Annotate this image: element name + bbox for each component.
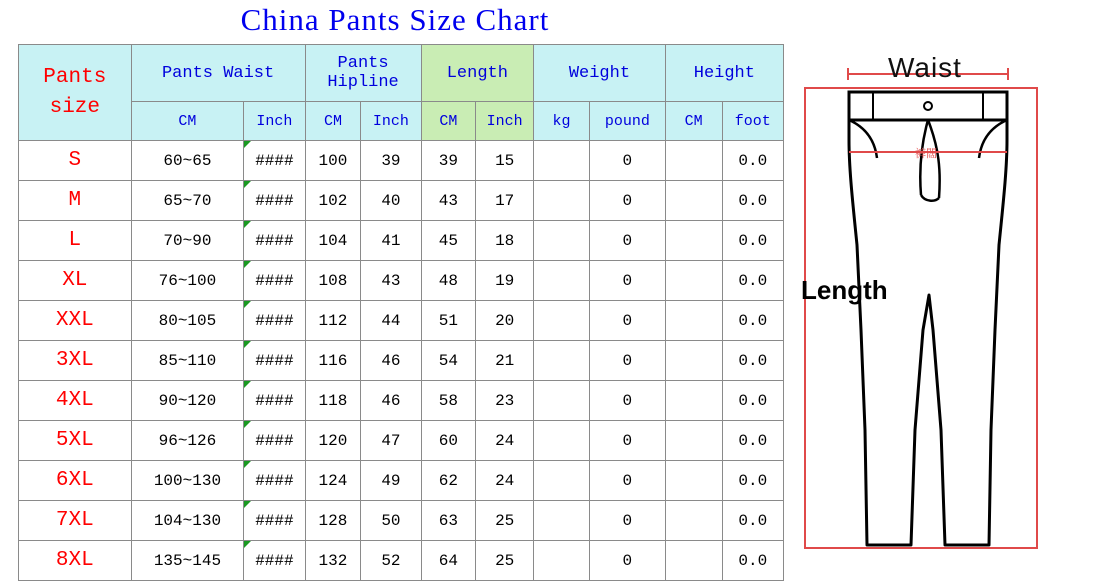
- group-header-height: Height: [665, 45, 783, 102]
- cell-waist-cm: 60~65: [131, 141, 244, 181]
- cell-height-foot: 0.0: [722, 221, 783, 261]
- cell-weight-kg: [534, 341, 590, 381]
- cell-height-foot: 0.0: [722, 501, 783, 541]
- cell-waist-cm: 70~90: [131, 221, 244, 261]
- cell-waist-cm: 96~126: [131, 421, 244, 461]
- cell-waist-inch: ####: [244, 501, 305, 541]
- cell-waist-cm: 76~100: [131, 261, 244, 301]
- cell-height-foot: 0.0: [722, 141, 783, 181]
- cell-length-cm: 60: [421, 421, 476, 461]
- cell-weight-kg: [534, 381, 590, 421]
- cell-weight-pound: 0: [589, 221, 665, 261]
- cell-length-inch: 20: [476, 301, 534, 341]
- cell-weight-pound: 0: [589, 341, 665, 381]
- cell-hip-cm: 104: [305, 221, 361, 261]
- cell-length-cm: 48: [421, 261, 476, 301]
- unit-header-weight-pound: pound: [589, 102, 665, 141]
- cell-hip-inch: 44: [361, 301, 421, 341]
- cell-height-cm: [665, 501, 722, 541]
- cell-size: XL: [19, 261, 132, 301]
- cell-hip-cm: 132: [305, 541, 361, 581]
- cell-hip-inch: 39: [361, 141, 421, 181]
- cell-hip-cm: 116: [305, 341, 361, 381]
- cell-hip-cm: 128: [305, 501, 361, 541]
- cell-hip-inch: 40: [361, 181, 421, 221]
- cell-waist-inch: ####: [244, 261, 305, 301]
- cell-length-cm: 58: [421, 381, 476, 421]
- table-row: [19, 341, 784, 381]
- cell-size: S: [19, 141, 132, 181]
- length-label: Length: [801, 275, 888, 305]
- cell-hip-cm: 118: [305, 381, 361, 421]
- cell-height-cm: [665, 221, 722, 261]
- cell-waist-cm: 85~110: [131, 341, 244, 381]
- cell-hip-inch: 46: [361, 381, 421, 421]
- cell-weight-pound: 0: [589, 421, 665, 461]
- cell-waist-inch: ####: [244, 301, 305, 341]
- group-header-weight: Weight: [534, 45, 666, 102]
- cell-weight-kg: [534, 541, 590, 581]
- cell-hip-cm: 100: [305, 141, 361, 181]
- table-row: [19, 501, 784, 541]
- cell-size: 4XL: [19, 381, 132, 421]
- unit-header-hip-inch: Inch: [361, 102, 421, 141]
- unit-header-length-cm: CM: [421, 102, 476, 141]
- cell-waist-cm: 104~130: [131, 501, 244, 541]
- cell-size: 5XL: [19, 421, 132, 461]
- cell-length-inch: 25: [476, 541, 534, 581]
- cell-waist-inch: ####: [244, 221, 305, 261]
- cell-hip-inch: 43: [361, 261, 421, 301]
- cell-height-foot: 0.0: [722, 461, 783, 501]
- cell-size: 3XL: [19, 341, 132, 381]
- cell-waist-inch: ####: [244, 341, 305, 381]
- cell-length-cm: 51: [421, 301, 476, 341]
- cell-weight-pound: 0: [589, 261, 665, 301]
- cell-weight-pound: 0: [589, 141, 665, 181]
- cell-waist-cm: 80~105: [131, 301, 244, 341]
- unit-header-weight-kg: kg: [534, 102, 590, 141]
- cell-hip-inch: 50: [361, 501, 421, 541]
- table-row: [19, 381, 784, 421]
- unit-header-waist-inch: Inch: [244, 102, 305, 141]
- cell-size: 7XL: [19, 501, 132, 541]
- cell-waist-cm: 65~70: [131, 181, 244, 221]
- cell-height-foot: 0.0: [722, 261, 783, 301]
- cell-weight-kg: [534, 301, 590, 341]
- cell-hip-cm: 124: [305, 461, 361, 501]
- cell-height-cm: [665, 301, 722, 341]
- cell-length-inch: 24: [476, 421, 534, 461]
- cell-waist-cm: 100~130: [131, 461, 244, 501]
- table-row: [19, 261, 784, 301]
- cell-height-cm: [665, 461, 722, 501]
- cell-length-inch: 23: [476, 381, 534, 421]
- corner-header-line1: Pants: [43, 65, 107, 89]
- cell-waist-inch: ####: [244, 421, 305, 461]
- cell-length-cm: 45: [421, 221, 476, 261]
- cell-height-cm: [665, 381, 722, 421]
- cell-weight-kg: [534, 501, 590, 541]
- cell-height-cm: [665, 141, 722, 181]
- cell-weight-pound: 0: [589, 501, 665, 541]
- cell-height-foot: 0.0: [722, 421, 783, 461]
- cell-length-inch: 25: [476, 501, 534, 541]
- cell-length-cm: 63: [421, 501, 476, 541]
- cell-hip-inch: 52: [361, 541, 421, 581]
- cell-size: 8XL: [19, 541, 132, 581]
- cell-waist-inch: ####: [244, 541, 305, 581]
- cell-waist-inch: ####: [244, 381, 305, 421]
- hip-measure-label: 裤闊: [915, 148, 937, 160]
- cell-weight-pound: 0: [589, 541, 665, 581]
- cell-height-cm: [665, 261, 722, 301]
- size-chart-container: [18, 44, 784, 581]
- cell-waist-inch: ####: [244, 181, 305, 221]
- cell-size: M: [19, 181, 132, 221]
- cell-height-foot: 0.0: [722, 341, 783, 381]
- cell-length-inch: 15: [476, 141, 534, 181]
- cell-hip-cm: 112: [305, 301, 361, 341]
- cell-height-foot: 0.0: [722, 301, 783, 341]
- cell-length-cm: 62: [421, 461, 476, 501]
- cell-length-cm: 39: [421, 141, 476, 181]
- cell-height-cm: [665, 341, 722, 381]
- cell-weight-kg: [534, 141, 590, 181]
- unit-header-length-inch: Inch: [476, 102, 534, 141]
- cell-weight-kg: [534, 221, 590, 261]
- group-header-pants-hipline: Pants Hipline: [305, 45, 421, 102]
- unit-header-height-foot: foot: [722, 102, 783, 141]
- cell-weight-kg: [534, 421, 590, 461]
- cell-weight-pound: 0: [589, 301, 665, 341]
- group-header-pants-waist: Pants Waist: [131, 45, 305, 102]
- cell-weight-pound: 0: [589, 181, 665, 221]
- cell-size: 6XL: [19, 461, 132, 501]
- cell-length-cm: 54: [421, 341, 476, 381]
- cell-length-inch: 21: [476, 341, 534, 381]
- unit-header-hip-cm: CM: [305, 102, 361, 141]
- cell-weight-kg: [534, 261, 590, 301]
- cell-height-cm: [665, 541, 722, 581]
- cell-hip-cm: 120: [305, 421, 361, 461]
- table-row: [19, 301, 784, 341]
- cell-height-foot: 0.0: [722, 541, 783, 581]
- table-row: [19, 221, 784, 261]
- unit-header-waist-cm: CM: [131, 102, 244, 141]
- waist-label: Waist: [888, 52, 962, 83]
- cell-weight-kg: [534, 461, 590, 501]
- unit-header-height-cm: CM: [665, 102, 722, 141]
- cell-waist-cm: 135~145: [131, 541, 244, 581]
- cell-hip-inch: 47: [361, 421, 421, 461]
- cell-waist-cm: 90~120: [131, 381, 244, 421]
- cell-hip-cm: 102: [305, 181, 361, 221]
- cell-length-cm: 64: [421, 541, 476, 581]
- cell-height-foot: 0.0: [722, 381, 783, 421]
- cell-weight-pound: 0: [589, 461, 665, 501]
- cell-length-cm: 43: [421, 181, 476, 221]
- cell-hip-inch: 46: [361, 341, 421, 381]
- cell-weight-kg: [534, 181, 590, 221]
- cell-height-foot: 0.0: [722, 181, 783, 221]
- corner-header: [19, 45, 132, 141]
- corner-header-line2: size: [49, 95, 101, 119]
- group-header-length: Length: [421, 45, 534, 102]
- table-row: [19, 141, 784, 181]
- cell-length-inch: 17: [476, 181, 534, 221]
- size-chart-body: [19, 141, 784, 581]
- pants-measurement-diagram: [793, 30, 1098, 575]
- cell-size: L: [19, 221, 132, 261]
- cell-length-inch: 19: [476, 261, 534, 301]
- size-chart-table: [18, 44, 784, 581]
- table-row: [19, 541, 784, 581]
- table-row: [19, 181, 784, 221]
- cell-waist-inch: ####: [244, 141, 305, 181]
- cell-hip-inch: 49: [361, 461, 421, 501]
- cell-weight-pound: 0: [589, 381, 665, 421]
- cell-length-inch: 24: [476, 461, 534, 501]
- cell-height-cm: [665, 421, 722, 461]
- cell-length-inch: 18: [476, 221, 534, 261]
- cell-height-cm: [665, 181, 722, 221]
- table-row: [19, 461, 784, 501]
- cell-hip-cm: 108: [305, 261, 361, 301]
- cell-waist-inch: ####: [244, 461, 305, 501]
- cell-hip-inch: 41: [361, 221, 421, 261]
- page-title: China Pants Size Chart: [240, 2, 550, 37]
- cell-size: XXL: [19, 301, 132, 341]
- table-row: [19, 421, 784, 461]
